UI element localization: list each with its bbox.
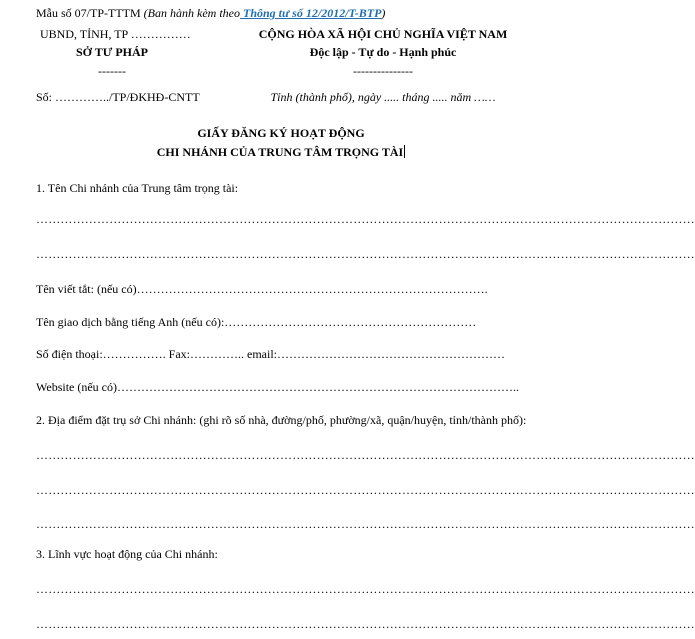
- title-line-2[interactable]: CHI NHÁNH CỦA TRUNG TÂM TRỌNG TÀI: [156, 145, 404, 159]
- right-separator: ---------------: [353, 64, 413, 78]
- form-header: [36, 6, 385, 21]
- dotted-line[interactable]: ………………………………………………………………………………………………………………………………………………: [36, 582, 695, 596]
- left-separator: -------: [98, 64, 126, 78]
- date-line: Tỉnh (thành phố), ngày ..... tháng ..... năm ……: [270, 90, 496, 104]
- dotted-line[interactable]: ………………………………………………………………………………………………………………………………………………: [36, 517, 695, 531]
- dotted-line[interactable]: ………………………………………………………………………………………………………………………………………………: [36, 617, 695, 631]
- issued-prefix: (Ban hành kèm theo: [143, 6, 240, 20]
- country-name: CỘNG HÒA XÃ HỘI CHỦ NGHĨA VIỆT NAM: [258, 27, 508, 41]
- phone-fax-email-field[interactable]: Số điện thoại:……………. Fax:………….. email:…………………………………………………: [36, 347, 505, 361]
- department-name: SỞ TƯ PHÁP: [75, 45, 148, 59]
- circular-link[interactable]: Thông tư số 12/2012/T-BTP: [239, 6, 382, 20]
- issued-suffix: ): [381, 6, 386, 20]
- document-number: Số: …………../TP/ĐKHĐ-CNTT: [36, 90, 200, 104]
- dotted-line[interactable]: ………………………………………………………………………………………………………………………………………………: [36, 483, 695, 497]
- motto: Độc lập - Tự do - Hạnh phúc: [309, 45, 457, 59]
- website-field[interactable]: Website (nếu có)………………………………………………………………………………………..: [36, 380, 519, 394]
- text-cursor: [404, 145, 405, 158]
- abbreviation-field[interactable]: Tên viết tắt: (nếu có)…………………………………………………………………………….: [36, 282, 488, 296]
- dotted-line[interactable]: ………………………………………………………………………………………………………………………………………………: [36, 212, 695, 226]
- branch-name-label: 1. Tên Chi nhánh của Trung tâm trọng tài:: [36, 181, 239, 195]
- address-label: 2. Địa điểm đặt trụ sở Chi nhánh: (ghi rõ số nhà, đường/phố, phường/xã, quận/huyện, tỉnh/thành phố):: [36, 413, 527, 427]
- dotted-line[interactable]: ………………………………………………………………………………………………………………………………………………: [36, 247, 695, 261]
- dotted-line[interactable]: ………………………………………………………………………………………………………………………………………………: [36, 448, 695, 462]
- authority-line: UBND, TỈNH, TP ……………: [40, 27, 191, 41]
- title-line-1: GIẤY ĐĂNG KÝ HOẠT ĐỘNG: [197, 126, 365, 140]
- activity-label: 3. Lĩnh vực hoạt động của Chi nhánh:: [36, 547, 218, 561]
- form-code: Mẫu số 07/TP-TTTM: [36, 6, 141, 20]
- english-name-field[interactable]: Tên giao dịch bằng tiếng Anh (nếu có):………………………………………………………: [36, 315, 477, 329]
